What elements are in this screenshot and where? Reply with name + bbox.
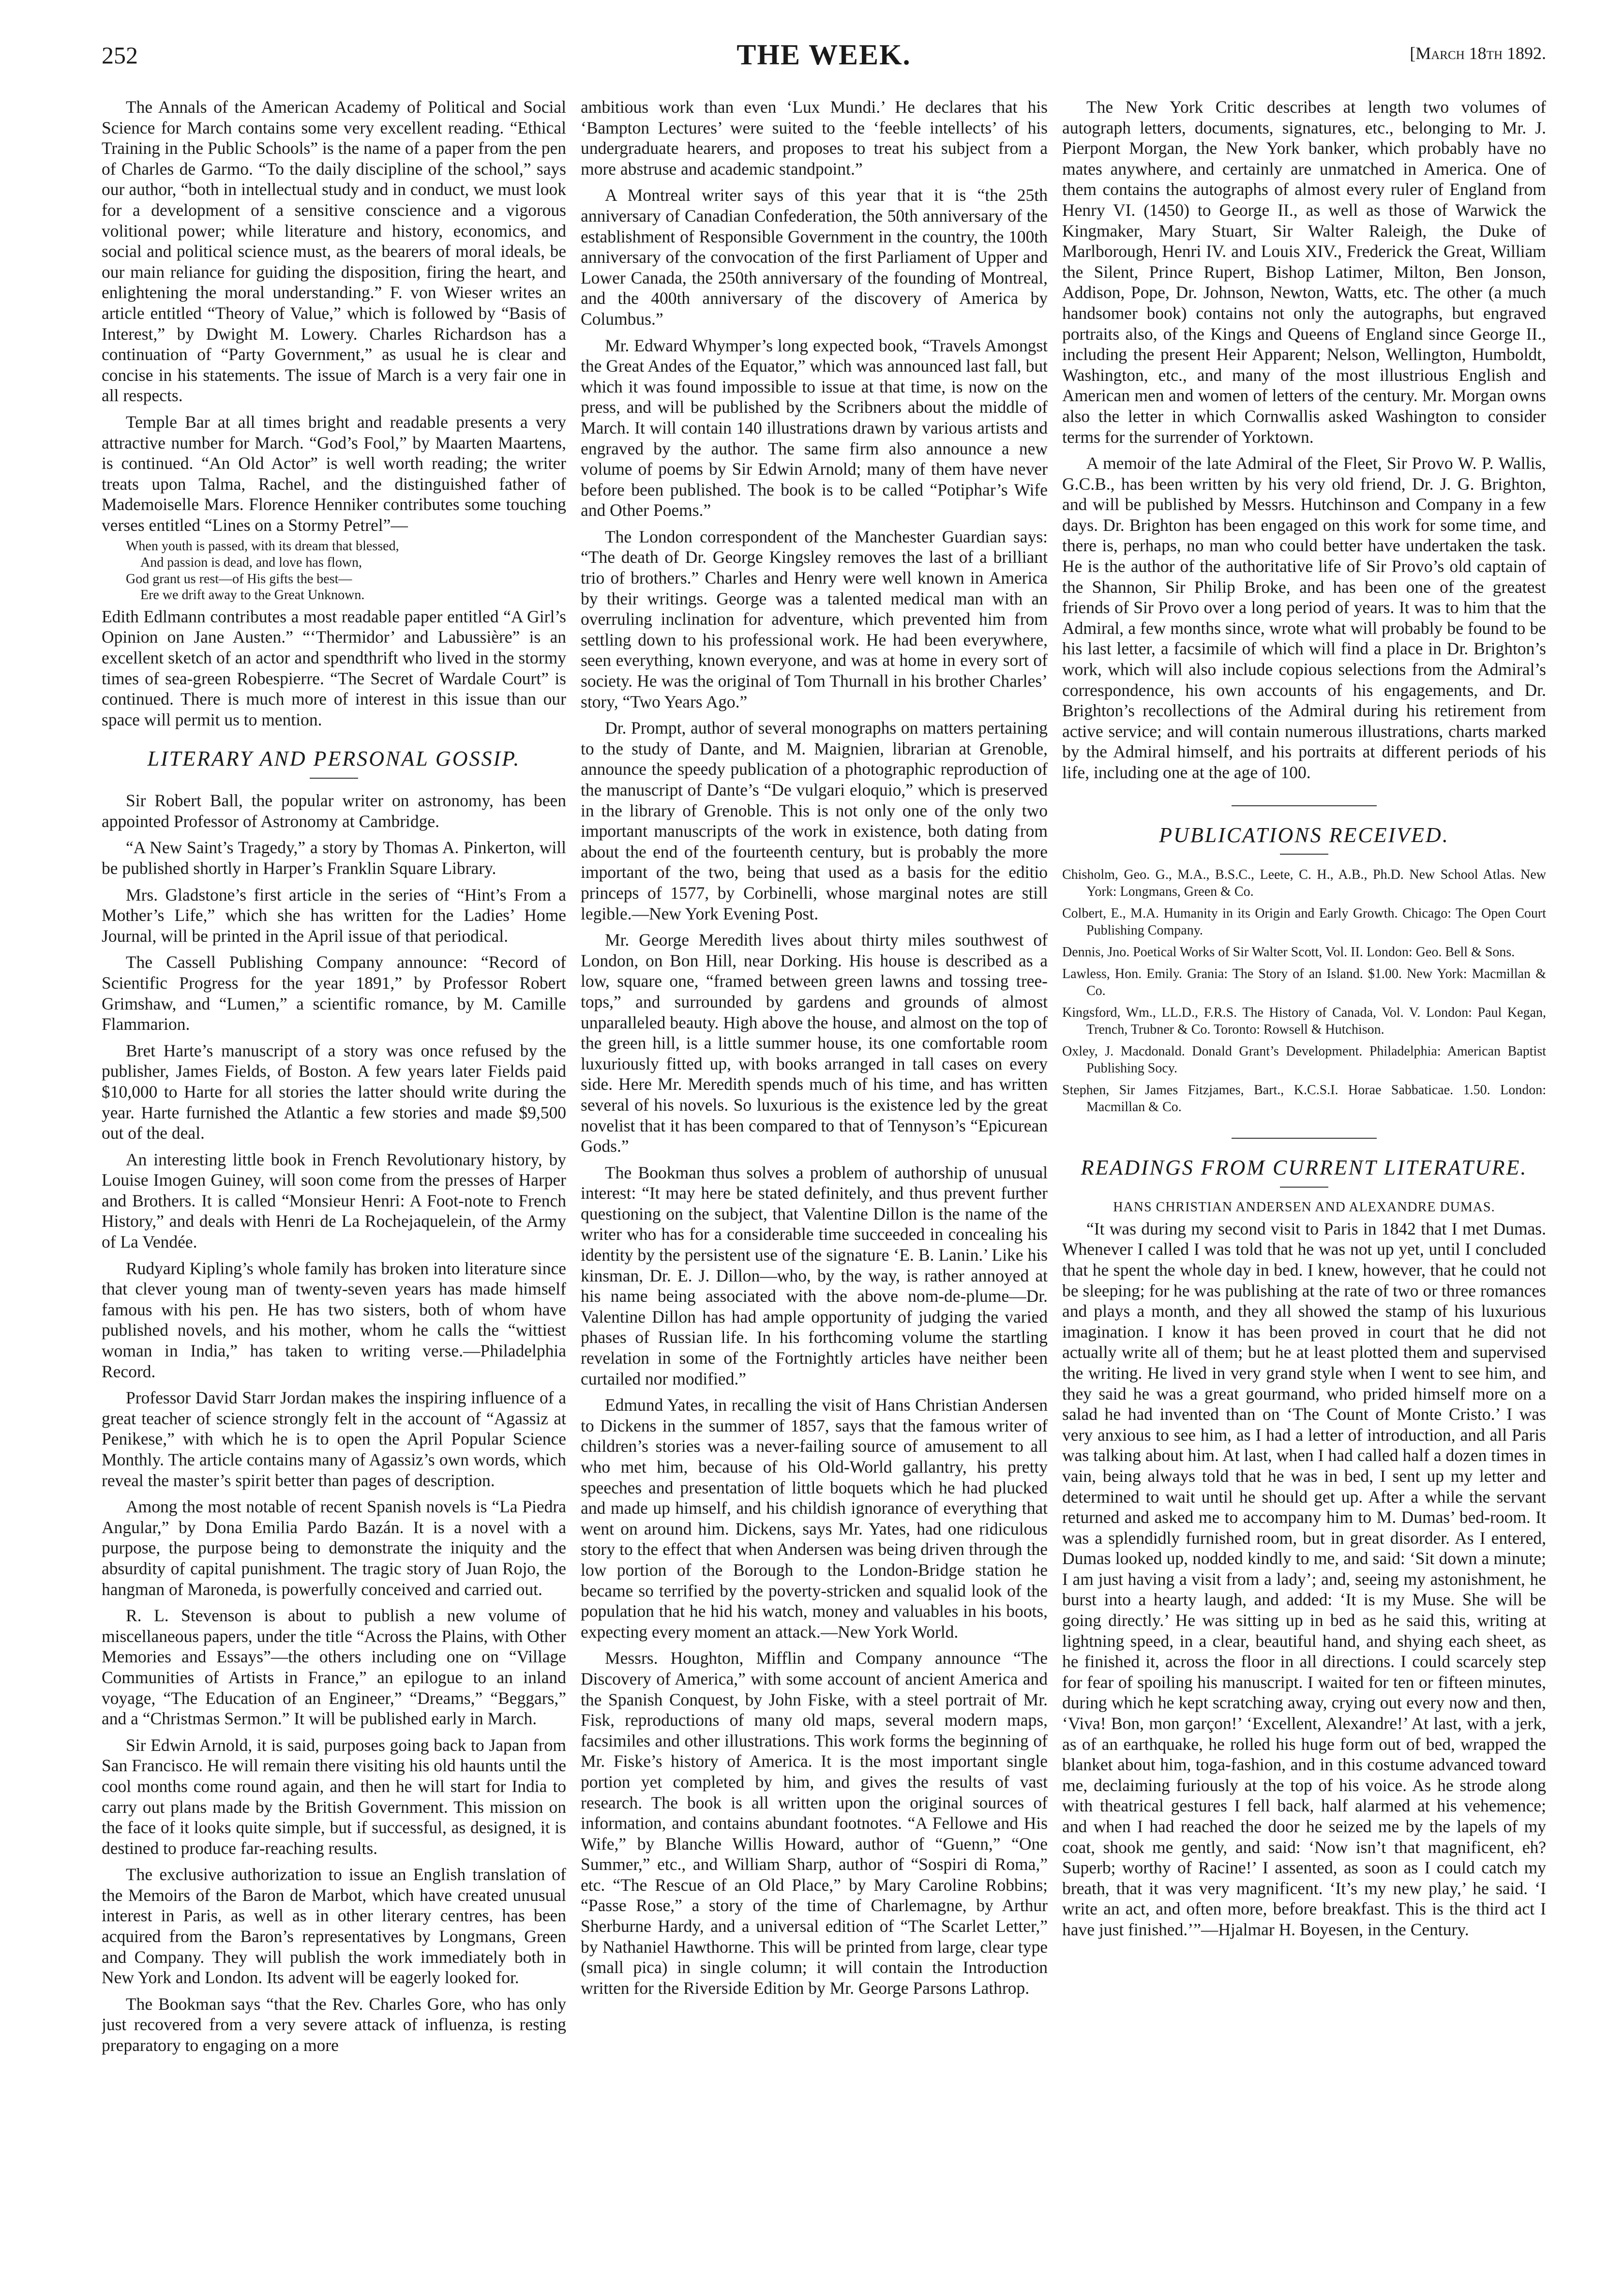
gossip-item: Among the most notable of recent Spanish novels is “La Piedra Angular,” by Dona Emilia Pardo Bazán. It is a novel with a purpose, the purpose being to demonstrate the iniquity and the absurdity of capital punishment. The tragic story of Juan Rojo, the hangman of Maroneda, is powerfully conceived and carried out. bbox=[102, 1497, 566, 1599]
gossip-item: Mrs. Gladstone’s first article in the series of “Hint’s From a Mother’s Life,” which she has written for the Ladies’ Home Journal, will be printed in the April issue of that periodical. bbox=[102, 885, 566, 946]
article-paragraph: Temple Bar at all times bright and readable presents a very attractive number for March. “God’s Fool,” by Maarten Maartens, is continued. “An Old Actor” is well worth reading; the writer treats upon Talma, Rachel, and the distinguished father of Mademoiselle Mars. Florence Henniker contributes some touching verses entitled “Lines on a Stormy Petrel”— bbox=[102, 412, 566, 535]
column-middle bbox=[581, 97, 1048, 2246]
publication-entry: Kingsford, Wm., LL.D., F.R.S. The History of Canada, Vol. V. London: Paul Kegan, Trench, Trubner & Co. Toronto: Rowsell & Hutchison. bbox=[1062, 1005, 1546, 1038]
publication-entry: Dennis, Jno. Poetical Works of Sir Walter Scott, Vol. II. London: Geo. Bell & Sons. bbox=[1062, 945, 1515, 960]
column-left bbox=[102, 97, 566, 2246]
reading-paragraph: “It was during my second visit to Paris in 1842 that I met Dumas. Whenever I called I was told that he was not up yet, until I concluded that he spent the whole day in bed. I knew, however, that he could not be sleeping; for he was publishing at the rate of two or three romances and plays a month, and they all showed the stamp of his luxurious imagination. I know it has been proved in court that he did not actually write all of them; but he at least plotted them and supervised the writing. He lived in very grand style when I went to see him, and they said he was a great gourmand, who prided himself more on a salad he had invented than on ‘The Count of Monte Cristo.’ I was very anxious to see him, as I had a letter of introduction, and all Paris was talking about him. At last, when I had called half a dozen times in vain, being always told that he was in bed, I sent up my letter and determined to wait until he should get up. After a while the servant returned and asked me to accompany him to M. Dumas’ bed-room. It was a splendidly furnished room, but in great disorder. As I entered, Dumas looked up, nodded kindly to me, and said: ‘Sit down a minute; I am just having a visit from a lady’; and, seeing my astonishment, he burst into a hearty laugh, and added: ‘It is my Muse. She will be going directly.’ He was sitting up in bed as he said this, writing at lightning speed, in a clear, beautiful hand, and shying each sheet, as he finished it, across the floor in all directions. I could scarcely step for fear of spoiling his manuscript. I waited for ten or fifteen minutes, during which he kept scratching away, crying out every now and then, ‘Viva! Bon, mon garçon!’ ‘Excellent, Alexandre!’ At last, with a jerk, as of an earthquake, he rolled his huge form out of bed, wrapped the blanket about him, toga-fashion, and in this costume advanced toward me, declaiming furiously at the top of his voice. As he strode along with theatrical gestures I fell back, half alarmed at his vehemence; and when I had reached the door he seized me by the lapels of my coat, shook me gently, and said: ‘Now isn’t that magnificent, eh? Superb; worthy of Racine!’ I assented, as soon as I could catch my breath, that it was very magnificent. ‘It’s my new play,’ he said. ‘I write an act, and often more, before breakfast. This is the third act I have just finished.’”—Hjalmar H. Boyesen, in the Century. bbox=[1062, 1219, 1546, 1939]
publication-entry: Lawless, Hon. Emily. Grania: The Story of an Island. $1.00. New York: Macmillan & Co. bbox=[1062, 966, 1546, 999]
gossip-item: Professor David Starr Jordan makes the inspiring influence of a great teacher of science strongly felt in the account of “Agassiz at Penikese,” with which he is to open the April Popular Science Monthly. The article contains many of Agassiz’s own words, which reveal the master’s spirit better than pages of description. bbox=[102, 1388, 566, 1490]
gossip-item: An interesting little book in French Revolutionary history, by Louise Imogen Guiney, will soon come from the presses of Harper and Brothers. It is called “Monsieur Henri: A Foot-note to French History,” and deals with Henri de La Rochejaquelein, of the Army of La Vendée. bbox=[102, 1149, 566, 1252]
page-header bbox=[102, 41, 1546, 75]
article-paragraph: ambitious work than even ‘Lux Mundi.’ He declares that his ‘Bampton Lectures’ were suited to the ‘feeble intellects’ of his undergraduate hearers, and proposes to treat his subject from a more abstruse and academic standpoint.” bbox=[581, 97, 1048, 179]
publication-entry: Oxley, J. Macdonald. Donald Grant’s Development. Philadelphia: American Baptist Publishing Socy. bbox=[1062, 1044, 1546, 1076]
gossip-item: “A New Saint’s Tragedy,” a story by Thomas A. Pinkerton, will be published shortly in Harper’s Franklin Square Library. bbox=[102, 838, 566, 878]
gossip-item: Bret Harte’s manuscript of a story was once refused by the publisher, James Fields, of Boston. A few years later Fields paid $10,000 to Harte for all stories the latter should write during the year. Harte furnished the Atlantic a few stories and made $9,500 out of the deal. bbox=[102, 1040, 566, 1143]
gossip-item: Messrs. Houghton, Mifflin and Company announce “The Discovery of America,” with some account of ancient America and the Spanish Conquest, by John Fiske, with a steel portrait of Mr. Fisk, reproductions of many old maps, several modern maps, facsimiles and other illustrations. This work forms the beginning of Mr. Fiske’s history of America. It is the most important single portion yet completed by him, and gives the results of vast research. The book is all written upon the original sources of information, and contains abundant footnotes. “A Fellowe and His Wife,” by Blanche Willis Howard, author of “Guenn,” “One Summer,” etc., and William Sharp, author of “Sospiri di Roma,” etc. “The Rescue of an Old Place,” by Mary Caroline Robbins; “Passe Rose,” a story of the time of Charlemagne, by Arthur Sherburne Hardy, and a universal edition of “The Scarlet Letter,” by Nathaniel Hawthorne. This will be printed from large, clear type (small pica) in single column; it will contain the Introduction written for the Riverside Edition by Mr. George Parsons Lathrop. bbox=[581, 1648, 1048, 1998]
gossip-item: Sir Robert Ball, the popular writer on astronomy, has been appointed Professor of Astronomy at Cambridge. bbox=[102, 791, 566, 831]
gossip-item: The Bookman says “that the Rev. Charles Gore, who has only just recovered from a very severe attack of influenza, is resting preparatory to engaging on a more bbox=[102, 1994, 566, 2055]
gossip-item: The Cassell Publishing Company announce: “Record of Scientific Progress for the year 1891,” by Professor Robert Grimshaw, and “Lumen,” a scientific romance, by M. Camille Flammarion. bbox=[102, 952, 566, 1034]
gossip-item: Rudyard Kipling’s whole family has broken into literature since that clever young man of twenty-seven years has made himself famous with his pen. He has two sisters, both of whom have published novels, and his mother, whom he calls the “wittiest woman in India,” has taken to writing verse.—Philadelphia Record. bbox=[102, 1258, 566, 1381]
gossip-item: A memoir of the late Admiral of the Fleet, Sir Provo W. P. Wallis, G.C.B., has been written by his very old friend, Dr. J. G. Brighton, and will be published by Messrs. Hutchinson and Company in a few days. Dr. Brighton has been engaged on this work for some time, and there is, perhaps, no man who could better have undertaken the task. He is the author of the authoritative life of Sir Provo’s old captain of the Shannon, Sir Philip Broke, and has been one of the greatest friends of Sir Provo over a long period of years. It was to him that the Admiral, a few months since, wrote what will probably be found to be his last letter, a facsimile of which will find a place in Dr. Brighton’s work, which will also include copious selections from the Admiral’s correspondence, his own accounts of his engagements, and Dr. Brighton’s recollections of the Admiral during his retirement from active service; and will contain numerous illustrations, charts marked by the Admiral himself, and his portraits at different periods of his life, including one at the age of 100. bbox=[1062, 453, 1546, 782]
gossip-item: R. L. Stevenson is about to publish a new volume of miscellaneous papers, under the title “Across the Plains, with Other Memories and Essays”—the others including one on “Village Communities of Artists in France,” an epilogue to an inland voyage, “The Education of an Engineer,” “Dreams,” “Beggars,” and a “Christmas Sermon.” It will be published early in March. bbox=[102, 1606, 566, 1729]
gossip-item: Sir Edwin Arnold, it is said, purposes going back to Japan from San Francisco. He will remain there visiting his old haunts until the cool months come round again, and then he will start for India to carry out plans made by the British Government. This mission on the face of it looks quite simple, but if successful, as designed, it is destined to produce far-reaching results. bbox=[102, 1735, 566, 1858]
divider bbox=[1232, 805, 1377, 806]
masthead-title: THE WEEK. bbox=[737, 39, 911, 71]
publication-entry: Stephen, Sir James Fitzjames, Bart., K.C.S.I. Horae Sabbaticae. 1.50. London: Macmillan & Co. bbox=[1062, 1083, 1546, 1115]
reading-subtitle: HANS CHRISTIAN ANDERSEN AND ALEXANDRE DUMAS. bbox=[1113, 1200, 1495, 1215]
issue-date: [March 18th 1892. bbox=[1410, 44, 1546, 63]
section-heading: LITERARY AND PERSONAL GOSSIP. bbox=[147, 747, 521, 771]
section-heading: PUBLICATIONS RECEIVED. bbox=[1159, 823, 1449, 847]
divider bbox=[1280, 854, 1328, 855]
section-heading: READINGS FROM CURRENT LITERATURE. bbox=[1081, 1156, 1528, 1180]
gossip-item: Dr. Prompt, author of several monographs on matters pertaining to the study of Dante, and M. Maignien, librarian at Grenoble, announce the speedy publication of a photographic reproduction of the manuscript of Dante’s “De vulgari eloquio,” which is preserved in the library of Grenoble. This is not only one of the only two important manuscripts of the work in existence, both dating from about the end of the fourteenth century, but is probably the more important of the two, being that used as a basis for the editio princeps of 1577, by Corbinelli, whose marginal notes are still legible.—New York Evening Post. bbox=[581, 718, 1048, 923]
gossip-item: The Bookman thus solves a problem of authorship of unusual interest: “It may here be stated definitely, and thus prevent further questioning on the subject, that Valentine Dillon is the name of the writer who has for a considerable time succeeded in concealing his identity by the persistent use of the signature ‘E. B. Lanin.’ Like his kinsman, Dr. E. J. Dillon—who, by the way, is rather annoyed at his name being associated with the above nom-de-plume—Dr. Valentine Dillon has had ample opportunity of judging the varied phases of Russian life. In his forthcoming volume the startling revelation in some of the Fortnightly articles have neither been curtailed nor modified.” bbox=[581, 1162, 1048, 1388]
page-number: 252 bbox=[102, 42, 138, 69]
gossip-item: Edmund Yates, in recalling the visit of Hans Christian Andersen to Dickens in the summer of 1857, says that the famous writer of children’s stories was a never-failing source of amusement to all who met him, because of his Old-World gallantry, his pretty speeches and presentation of little boquets which he had plucked and made up himself, and his childish ignorance of everything that went on around him. Dickens, says Mr. Yates, had one ridiculous story to the effect that when Andersen was being driven through the low portion of the Borough to the London-Bridge station he became so terrified by the poverty-stricken and squalid look of the population that he hid his watch, money and valuables in his boots, expecting every moment an attack.—New York World. bbox=[581, 1395, 1048, 1642]
gossip-item: Mr. George Meredith lives about thirty miles southwest of London, on Bon Hill, near Dorking. His house is described as a low, square one, “framed between green lawns and tossing tree-tops,” and surrounded by gardens and grounds of almost unparalleled beauty. High above the house, and almost on the top of the green hill, is a little summer house, its one comfortable room luxuriously fitted up, with books arranged in tall cases on every side. Here Mr. Meredith spends much of his time, and has written several of his novels. So luxurious is the existence led by the great novelist that it has been compared to that of Tennyson’s “Epicurean Gods.” bbox=[581, 930, 1048, 1156]
gossip-item: The exclusive authorization to issue an English translation of the Memoirs of the Baron de Marbot, which have created unusual interest in Paris, as well as in other literary centres, has been acquired from the Baron’s representatives by Longmans, Green and Company. They will publish the work immediately both in New York and London. Its advent will be eagerly looked for. bbox=[102, 1865, 566, 1988]
publications-list bbox=[1062, 866, 1546, 1115]
poem-quote bbox=[126, 538, 566, 603]
verse-line: And passion is dead, and love has flown, bbox=[140, 555, 362, 571]
verse-line: Ere we drift away to the Great Unknown. bbox=[140, 588, 365, 603]
divider bbox=[1280, 1187, 1328, 1188]
article-paragraph: Edith Edlmann contributes a most readable paper entitled “A Girl’s Opinion on Jane Austen.” “‘Thermidor’ and Labussière” is an excellent sketch of an actor and spendthrift who lived in the stormy times of sea-green Robespierre. “The Secret of Wardale Court” is continued. There is much more of interest in this issue than our space will permit us to mention. bbox=[102, 606, 566, 729]
divider bbox=[1232, 1138, 1377, 1139]
article-paragraph: The Annals of the American Academy of Political and Social Science for March contains some very excellent reading. “Ethical Training in the Public Schools” is the name of a paper from the pen of Charles de Garmo. “To the daily discipline of the school,” says our author, “both in intellectual study and in conduct, we must look for a development of a sensitive conscience and a vigorous volitional power; while literature and history, economics, and social and political science must, as the bearers of moral ideals, be our main reliance for guiding the disposition, firing the heart, and enlightening the moral understanding.” F. von Wieser writes an article entitled “Theory of Value,” which is followed by “Basis of Interest,” by Dwight M. Lowery. Charles Richardson has a continuation of “Party Government,” as usual he is clear and concise in his statements. The issue of March is a very fair one in all respects. bbox=[102, 97, 566, 406]
gossip-item: A Montreal writer says of this year that it is “the 25th anniversary of Canadian Confederation, the 50th anniversary of the establishment of Responsible Government in the country, the 100th anniversary of the convocation of the first Parliament of Upper and Lower Canada, the 250th anniversary of the founding of Montreal, and the 400th anniversary of the discovery of America by Columbus.” bbox=[581, 185, 1048, 329]
column-right bbox=[1062, 97, 1546, 2246]
verse-line: When youth is passed, with its dream that blessed, bbox=[126, 539, 399, 554]
gossip-item: The London correspondent of the Manchester Guardian says: “The death of Dr. George Kingsley removes the last of a brilliant trio of brothers.” Charles and Henry were well known in America by their writings. George was a talented medical man with an overruling inclination for adventure, which prevented him from settling down to his professional work. He had been everywhere, seen everything, known everyone, and was at home in every sort of society. He was the original of Tom Thurnall in his brother Charles’ story, “Two Years Ago.” bbox=[581, 527, 1048, 711]
divider bbox=[310, 778, 358, 779]
publication-entry: Colbert, E., M.A. Humanity in its Origin and Early Growth. Chicago: The Open Court Publishing Company. bbox=[1062, 906, 1546, 938]
verse-line: God grant us rest—of His gifts the best— bbox=[126, 571, 352, 587]
gossip-item: The New York Critic describes at length two volumes of autograph letters, documents, signatures, etc., belonging to Mr. J. Pierpont Morgan, the New York banker, which probably have no mates anywhere, and certainly are unmatched in America. One of them contains the autographs of almost every ruler of England from Henry VI. (1450) to George II., as well as those of Warwick the Kingmaker, Mary Stuart, Sir Walter Raleigh, the Duke of Marlborough, Henri IV. and Louis XIV., Frederick the Great, William the Silent, Prince Rupert, Bishop Latimer, Milton, Ben Jonson, Addison, Pope, Dr. Johnson, Newton, Watts, etc. The other (a much handsomer book) contains not only the autographs, but engraved portraits also, of the Kings and Queens of England since George II., including the present Heir Apparent; Nelson, Wellington, Humboldt, Washington, etc., and many of the most illustrious English and American men and women of letters of the century. Mr. Morgan owns also the letter in which Cornwallis asked Washington to consider terms for the surrender of Yorktown. bbox=[1062, 97, 1546, 447]
publication-entry: Chisholm, Geo. G., M.A., B.S.C., Leete, C. H., A.B., Ph.D. New School Atlas. New York: Longmans, Green & Co. bbox=[1062, 867, 1546, 900]
gossip-item: Mr. Edward Whymper’s long expected book, “Travels Amongst the Great Andes of the Equator,” which was announced last fall, but which it was found impossible to issue at that time, is now on the press, and will be published by the Scribners about the middle of March. It will contain 140 illustrations drawn by various artists and engraved by the author. The same firm also announce a new volume of poems by Sir Edwin Arnold; many of them have never before been published. The book is to be called “Potiphar’s Wife and Other Poems.” bbox=[581, 335, 1048, 520]
